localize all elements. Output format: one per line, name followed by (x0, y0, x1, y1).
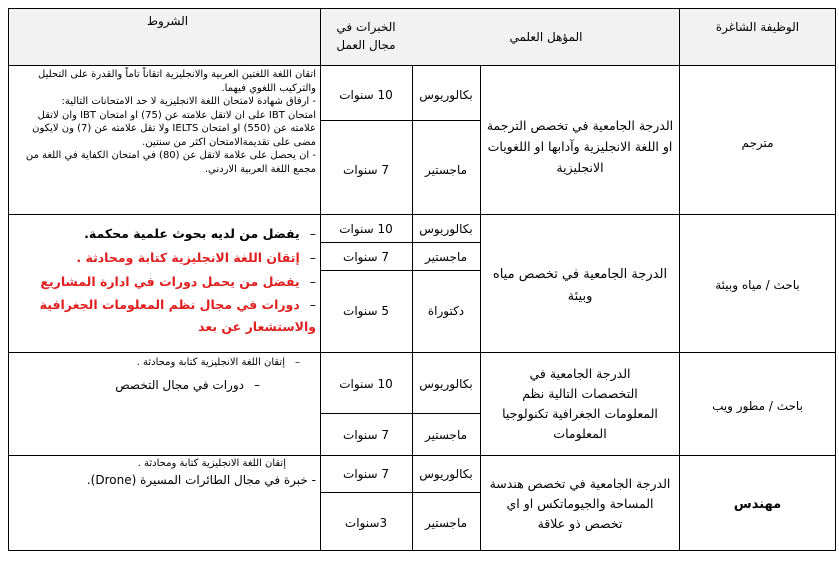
subrow-divider (320, 413, 480, 414)
condition-item: - ان يحصل على علامة لاتقل عن (80) في امتحان الكفاية في اللغة من مجمع اللغة العربية الاردني. (25, 150, 316, 175)
condition-item: – يفضل من يحمل دورات في ادارة المشاريع (20, 270, 316, 294)
condition-item: – إتقان اللغة الانجليزية كتابة ومحادثة . (20, 356, 300, 370)
subrow-divider (320, 492, 480, 493)
row-divider (8, 455, 836, 456)
header-conditions: الشروط (146, 14, 189, 28)
experience: 7 سنوات (343, 428, 389, 442)
degree: ماجستير (424, 516, 468, 530)
degree: ماجستير (424, 163, 468, 177)
row-divider (8, 214, 836, 215)
header-qualification: المؤهل العلمي (509, 30, 583, 44)
conditions (12, 68, 316, 176)
degree: بكالوريوس (419, 222, 473, 236)
qualification: الدرجة الجامعية في التخصصات التالية نظم المعلومات الجغرافية تكنولوجيا المعلومات (502, 366, 658, 441)
experience: 10 سنوات (339, 377, 393, 391)
qualification: الدرجة الجامعية في تخصص هندسة المساحة والجيوماتكس او اي تخصص ذو علاقة (489, 476, 671, 531)
job-title: مهندس (733, 497, 782, 512)
condition-item: اتقان اللغة اللغتين العربية والانجليزية اتقاناً تاماً والقدرة على التحليل والتركيب اللغوي فيهما. (38, 69, 316, 94)
condition-item: - ارفاق شهادة لامتحان اللغة الانجليزية لا حد الامتحانات التالية: (61, 96, 316, 107)
qualification: الدرجة الجامعية في تخصص مياه وبيئة (492, 267, 668, 304)
experience: 7 سنوات (343, 163, 389, 177)
row-divider (8, 352, 836, 353)
job-title: مترجم (741, 136, 774, 150)
subrow-divider (320, 270, 480, 271)
condition-item: – إتقان اللغة الانجليزية كتابة ومحادثة . (20, 246, 316, 270)
degree: ماجستير (424, 250, 468, 264)
job-title: باحث / مياه وبيئة (715, 278, 800, 292)
experience: 10 سنوات (339, 222, 393, 236)
condition-item: – دورات في مجال التخصص (20, 376, 260, 394)
header-experience: الخبرات في مجال العمل (336, 20, 396, 52)
conditions (20, 457, 316, 489)
degree: بكالوريوس (419, 88, 473, 102)
job-title: باحث / مطور ويب (712, 399, 803, 413)
degree: بكالوريوس (419, 377, 473, 391)
condition-item: – يفضل من لديه بحوث علمية محكمة. (20, 222, 316, 246)
condition-item: إتقان اللغة الانجليزية كتابة ومحادثة . (137, 458, 286, 469)
qualification: الدرجة الجامعية في تخصص الترجمة او اللغة الانجليزية وآدابها او اللغويات الانجليزية (486, 118, 674, 175)
experience: 10 سنوات (339, 88, 393, 102)
subrow-divider (320, 120, 480, 121)
degree: بكالوريوس (419, 467, 473, 481)
header-job: الوظيفة الشاغرة (715, 20, 800, 34)
experience: 7 سنوات (343, 250, 389, 264)
experience: 7 سنوات (343, 467, 389, 481)
col-divider (480, 65, 481, 551)
degree: دكتوراة (427, 304, 465, 318)
condition-item: – دورات في مجال نظم المعلومات الجغرافية والاستشعار عن بعد (20, 294, 316, 338)
degree: ماجستير (424, 428, 468, 442)
conditions (20, 222, 316, 338)
condition-item: امتحان IBT على ان لاتقل علامته عن (75) او امتحان IBT وان لاتقل علامته عن (550) او امتحان IELTS ولا تقل علامته عن (7) ون لايكون مضى على تقديمةالامتحان اكثر من سنتين. (32, 109, 316, 148)
experience: 3سنوات (344, 516, 388, 530)
row-divider (8, 65, 836, 66)
experience: 5 سنوات (343, 304, 389, 318)
subrow-divider (320, 242, 480, 243)
conditions (20, 356, 300, 394)
condition-item: - خبرة في مجال الطائرات المسيرة (Drone). (86, 472, 316, 487)
